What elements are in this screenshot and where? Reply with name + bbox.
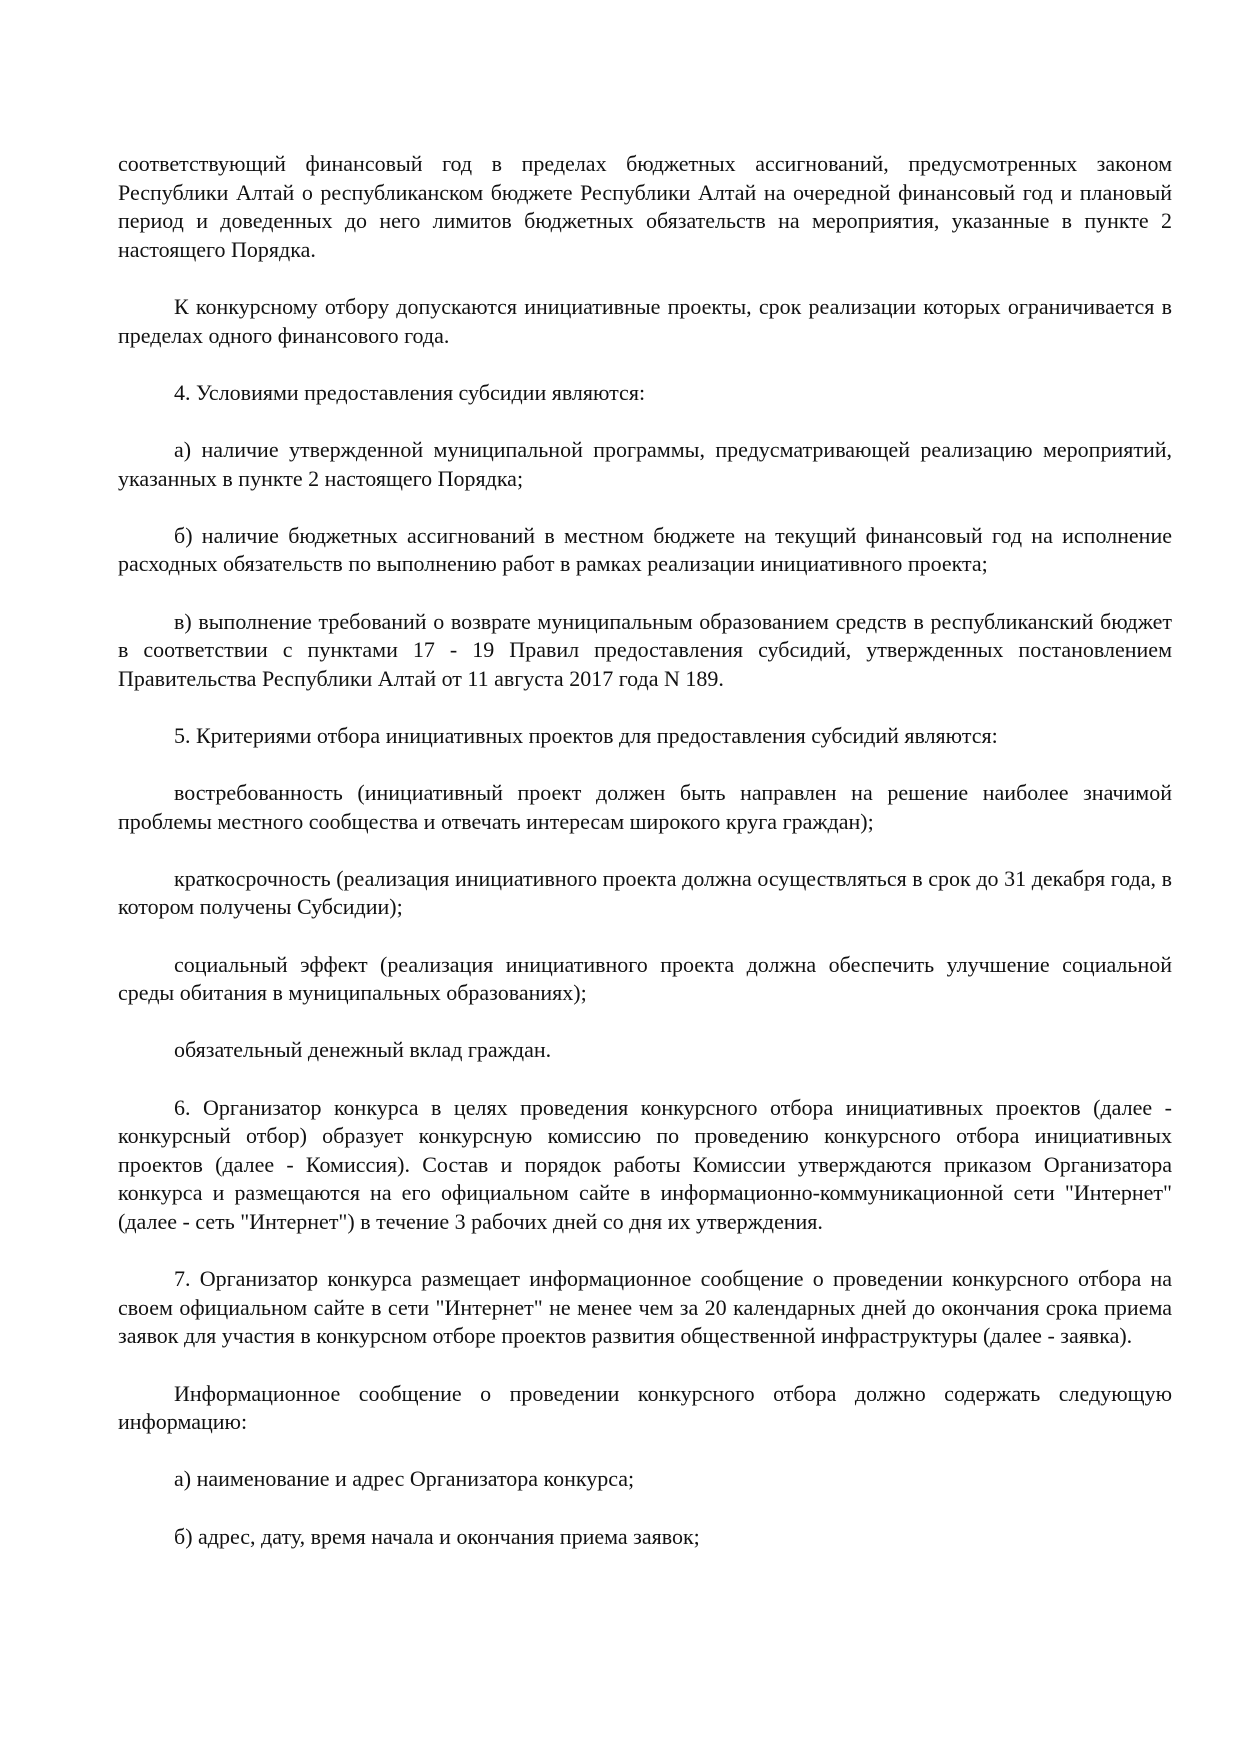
paragraph-continuation: соответствующий финансовый год в пределах бюджетных ассигнований, предусмотренных законом Республики Алтай о республиканском бюджете Республики Алтай на очередной финансовый год и плановый период и доведенных до него лимитов бюджетных обязательств на мероприятия, указанные в пункте 2 настоящего Порядка. — [118, 151, 1172, 262]
paragraph-item-5: 5. Критериями отбора инициативных проектов для предоставления субсидий являются: — [174, 722, 998, 748]
paragraph-announcement-a: а) наименование и адрес Организатора конкурса; — [174, 1466, 635, 1492]
paragraph-criterion-social-effect: социальный эффект (реализация инициативного проекта должна обеспечить улучшение социальной среды обитания в муниципальных образованиях); — [118, 951, 1172, 1006]
document-page — [118, 150, 1172, 1551]
paragraph-criterion-short-term: краткосрочность (реализация инициативного проекта должна осуществляться в срок до 31 декабря года, в котором получены Субсидии); — [118, 865, 1172, 920]
paragraph-criterion-demand: востребованность (инициативный проект должен быть направлен на решение наиболее значимой проблемы местного сообщества и отвечать интересам широкого круга граждан); — [118, 780, 1172, 834]
paragraph-item-6: 6. Организатор конкурса в целях проведения конкурсного отбора инициативных проектов (далее - конкурсный отбор) образует конкурсную комиссию по проведению конкурсного отбора инициативных проектов (далее - Комиссия). Состав и порядок работы Комиссии утверждаются приказом Организатора конкурса и размещаются на его официальном сайте в информационно-коммуникационной сети "Интернет" (далее - сеть "Интернет") в течение 3 рабочих дней со дня их утверждения. — [118, 1094, 1172, 1234]
paragraph-item-4: 4. Условиями предоставления субсидии являются: — [174, 379, 646, 405]
paragraph-announcement-content: Информационное сообщение о проведении конкурсного отбора должно содержать следующую информацию: — [118, 1380, 1172, 1435]
paragraph-criterion-contribution: обязательный денежный вклад граждан. — [174, 1037, 552, 1063]
paragraph-announcement-b: б) адрес, дату, время начала и окончания приема заявок; — [174, 1523, 700, 1549]
paragraph-item-7: 7. Организатор конкурса размещает информационное сообщение о проведении конкурсного отбора на своем официальном сайте в сети "Интернет" не менее чем за 20 календарных дней до окончания срока приема заявок для участия в конкурсном отборе проектов развития общественной инфраструктуры (далее - заявка). — [118, 1266, 1172, 1349]
paragraph-item-4b: б) наличие бюджетных ассигнований в местном бюджете на текущий финансовый год на исполнение расходных обязательств по выполнению работ в рамках реализации инициативного проекта; — [118, 522, 1172, 577]
paragraph-admission: К конкурсному отбору допускаются инициативные проекты, срок реализации которых ограничивается в пределах одного финансового года. — [118, 293, 1172, 348]
paragraph-item-4a: а) наличие утвержденной муниципальной программы, предусматривающей реализацию мероприятий, указанных в пункте 2 настоящего Порядка; — [118, 436, 1172, 491]
paragraph-item-4v: в) выполнение требований о возврате муниципальным образованием средств в республиканский бюджет в соответствии с пунктами 17 - 19 Правил предоставления субсидий, утвержденных постановлением Правительства Республики Алтай от 11 августа 2017 года N 189. — [118, 608, 1172, 691]
